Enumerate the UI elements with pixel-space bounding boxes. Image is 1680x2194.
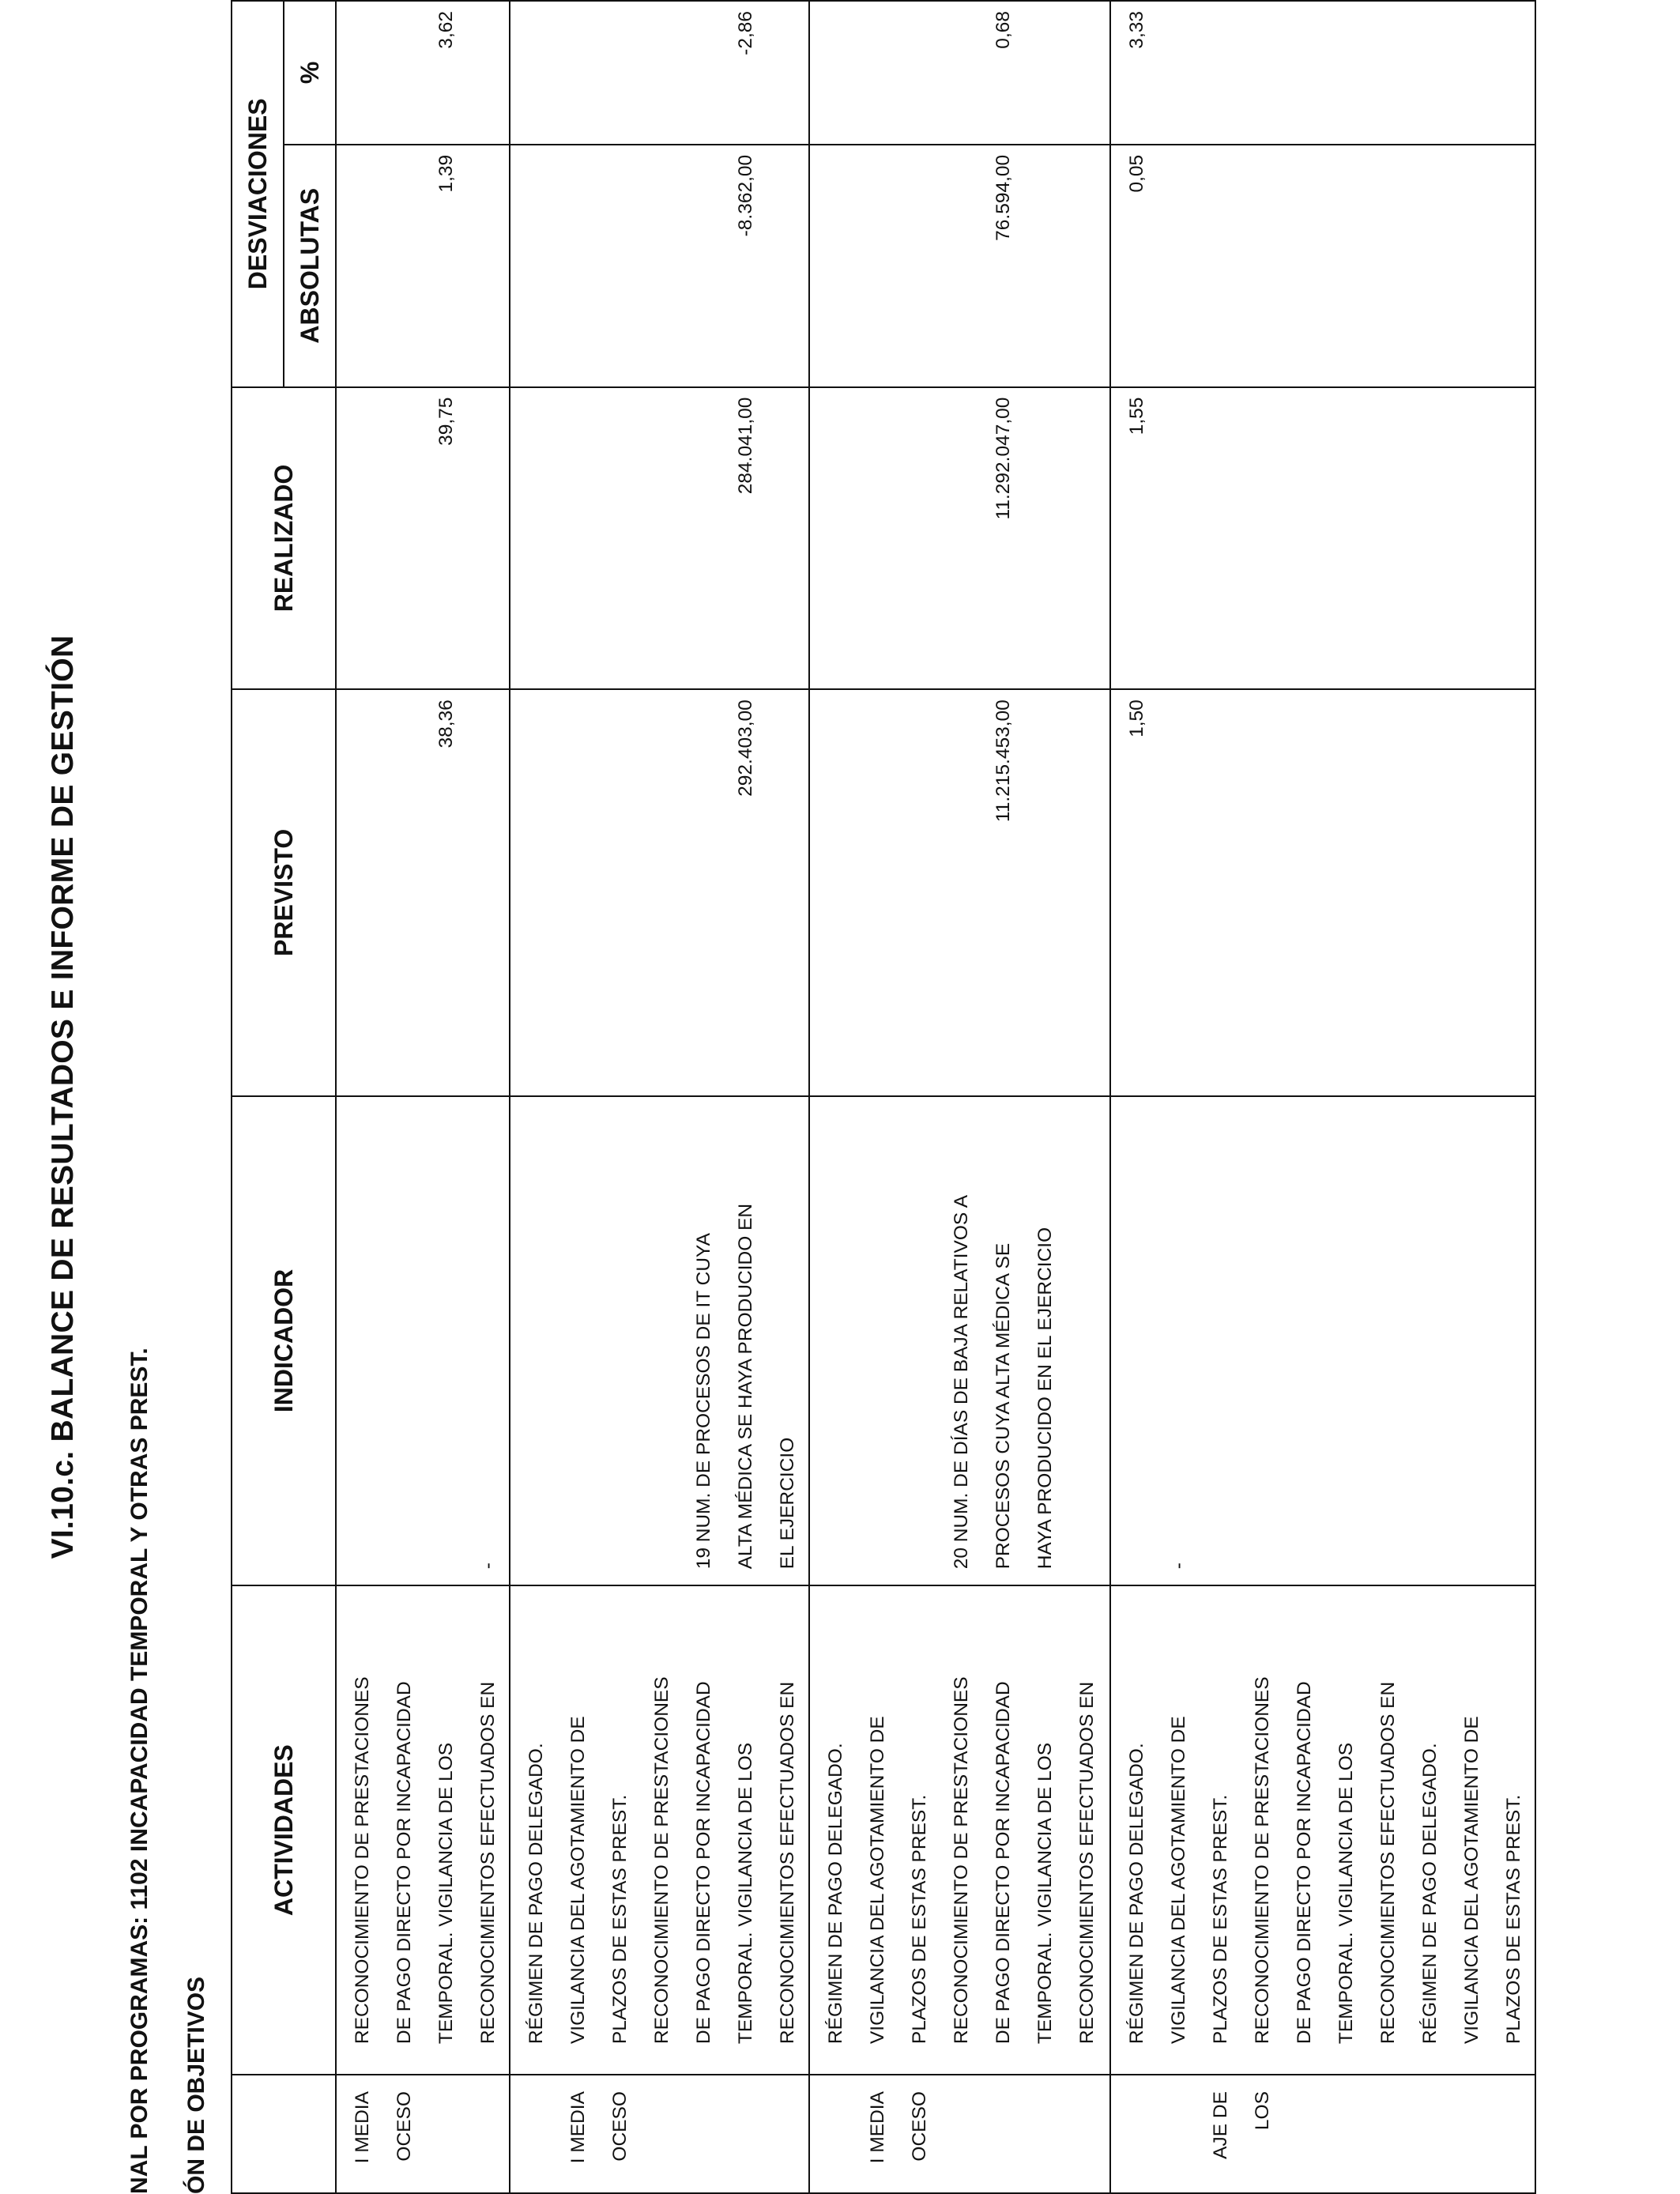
header-desviaciones: DESVIACIONES — [232, 1, 284, 387]
absolutas-cell: 76.594,00 — [809, 145, 1110, 387]
realizado-cell: 284.041,00 — [510, 387, 809, 690]
objetivo-cell: I MEDIA OCESO — [510, 2075, 809, 2193]
porcentaje-cell: 3,62 — [336, 1, 510, 145]
actividades-cell: RÉGIMEN DE PAGO DELEGADO. VIGILANCIA DEL AGOTAMIENTO DE PLAZOS DE ESTAS PREST. RECONOCIMIENTO DE PRESTACIONES DE PAGO DIRECTO POR INCAPACIDAD TEMPORAL. VIGILANCIA DE LOS RECONOCIMIENTOS EFECTUADOS EN RÉGIMEN DE PAGO DELEGADO. VIGILANCIA DEL AGOTAMIENTO DE PLAZOS DE ESTAS PREST. — [1110, 1585, 1535, 2075]
actividades-cell: RECONOCIMIENTO DE PRESTACIONES DE PAGO DIRECTO POR INCAPACIDAD TEMPORAL. VIGILANCIA DE LOS RECONOCIMIENTOS EFECTUADOS EN — [336, 1585, 510, 2075]
porcentaje-cell: 0,68 — [809, 1, 1110, 145]
previsto-cell: 11.215.453,00 — [809, 689, 1110, 1095]
table-row — [336, 1, 510, 2193]
header-indicador: INDICADOR — [232, 1096, 336, 1586]
table-row — [809, 1, 1110, 2193]
objetivo-cell: I MEDIA OCESO — [809, 2075, 1110, 2193]
porcentaje-cell: -2,86 — [510, 1, 809, 145]
realizado-cell: 1,55 — [1110, 387, 1535, 690]
table-row — [510, 1, 809, 2193]
indicador-cell: 19 NUM. DE PROCESOS DE IT CUYA ALTA MÉDICA SE HAYA PRODUCIDO EN EL EJERCICIO — [510, 1096, 809, 1586]
absolutas-cell: -8.362,00 — [510, 145, 809, 387]
header-previsto: PREVISTO — [232, 689, 336, 1095]
indicador-cell: - — [1110, 1096, 1535, 1586]
actividades-cell: RÉGIMEN DE PAGO DELEGADO. VIGILANCIA DEL AGOTAMIENTO DE PLAZOS DE ESTAS PREST. RECONOCIMIENTO DE PRESTACIONES DE PAGO DIRECTO POR INCAPACIDAD TEMPORAL. VIGILANCIA DE LOS RECONOCIMIENTOS EFECTUADOS EN — [510, 1585, 809, 2075]
document-title: VI.10.c. BALANCE DE RESULTADOS E INFORME DE GESTIÓN — [46, 635, 80, 1559]
objectives-table — [231, 0, 1536, 2194]
absolutas-cell: 0,05 — [1110, 145, 1535, 387]
header-actividades: ACTIVIDADES — [232, 1585, 336, 2075]
indicador-cell: - — [336, 1096, 510, 1586]
objetivo-cell: AJE DE LOS — [1110, 2075, 1535, 2193]
porcentaje-cell: 3,33 — [1110, 1, 1535, 145]
indicador-cell: 20 NUM. DE DÍAS DE BAJA RELATIVOS A PROCESOS CUYA ALTA MÉDICA SE HAYA PRODUCIDO EN EL EJERCICIO — [809, 1096, 1110, 1586]
previsto-cell: 1,50 — [1110, 689, 1535, 1095]
absolutas-cell: 1,39 — [336, 145, 510, 387]
previsto-cell: 292.403,00 — [510, 689, 809, 1095]
realizado-cell: 11.292.047,00 — [809, 387, 1110, 690]
header-porcentaje: % — [284, 1, 336, 145]
header-objetivo — [232, 2075, 336, 2193]
program-heading: NAL POR PROGRAMAS: 1102 INCAPACIDAD TEMPORAL Y OTRAS PREST. — [126, 1348, 153, 2194]
previsto-cell: 38,36 — [336, 689, 510, 1095]
objetivo-cell: I MEDIA OCESO — [336, 2075, 510, 2193]
table-row — [1110, 1, 1535, 2193]
actividades-cell: RÉGIMEN DE PAGO DELEGADO. VIGILANCIA DEL AGOTAMIENTO DE PLAZOS DE ESTAS PREST. RECONOCIMIENTO DE PRESTACIONES DE PAGO DIRECTO POR INCAPACIDAD TEMPORAL. VIGILANCIA DE LOS RECONOCIMIENTOS EFECTUADOS EN — [809, 1585, 1110, 2075]
section-heading: ÓN DE OBJETIVOS — [183, 1976, 209, 2194]
header-realizado: REALIZADO — [232, 387, 336, 690]
realizado-cell: 39,75 — [336, 387, 510, 690]
header-absolutas: ABSOLUTAS — [284, 145, 336, 387]
